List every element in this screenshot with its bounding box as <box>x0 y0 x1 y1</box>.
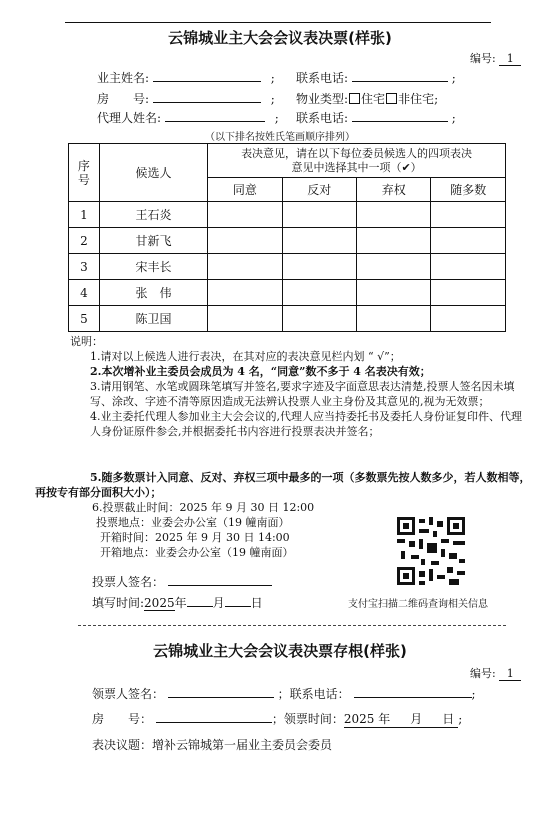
stub-receiver-row: 领票人签名： ；联系电话： ; <box>92 687 476 701</box>
count-place: 开箱地点：业委会办公室（19 幢南面） <box>100 546 294 559</box>
notes-block <box>70 334 532 439</box>
table-row: 5 陈卫国 <box>69 306 506 332</box>
voter-sign-field[interactable] <box>168 573 272 586</box>
vote-cell-oppose[interactable] <box>282 228 356 254</box>
count-time: 开箱时间：2025 年 9 月 30 日 14:00 <box>100 531 290 544</box>
room-field[interactable] <box>153 90 261 103</box>
table-row: 3 宋丰长 <box>69 254 506 280</box>
stub-receiver-field[interactable] <box>168 685 274 698</box>
ballot-table <box>68 143 506 332</box>
notes-title: 说明： <box>70 335 103 348</box>
table-row: 4 张 伟 <box>69 280 506 306</box>
note-4: 4.业主委托代理人参加业主大会会议的,代理人应当持委托书及委托人身份证复印件、代理人身份证原件参会,并根据委托书内容进行投票表决并签名； <box>90 410 522 438</box>
vote-cell-agree[interactable] <box>208 228 282 254</box>
candidate-name: 张 伟 <box>99 280 207 306</box>
vote-cell-abstain[interactable] <box>357 280 431 306</box>
col-agree-header: 同意 <box>208 178 282 202</box>
vote-cell-majority[interactable] <box>431 280 506 306</box>
deadline: 6.投票截止时间：2025 年 9 月 30 日 12:00 <box>92 501 315 514</box>
vote-cell-abstain[interactable] <box>357 306 431 332</box>
stub-room-field[interactable] <box>156 710 272 723</box>
stub-serial-number: 编号: 1 <box>470 665 521 681</box>
fill-month-field[interactable] <box>187 594 213 607</box>
note-3: 3.请用钢笔、水笔或圆珠笔填写并签名,要求字迹及字面意思表达清楚,投票人签名因未填写、涂改、字迹不清等原因造成无法辨认投票人业主身份及其意见的,视为无效票； <box>90 380 515 408</box>
col-oppose-header: 反对 <box>282 178 356 202</box>
vote-cell-majority[interactable] <box>431 254 506 280</box>
room-row: 房 号: ; <box>97 92 275 106</box>
nonresidential-checkbox[interactable] <box>386 93 397 104</box>
vote-place: 投票地点：业委会办公室（19 幢南面） <box>96 516 290 529</box>
candidate-name: 甘新飞 <box>99 228 207 254</box>
vote-cell-agree[interactable] <box>208 306 282 332</box>
fill-day-field[interactable] <box>225 594 251 607</box>
vote-cell-abstain[interactable] <box>357 202 431 228</box>
schedule-block <box>92 500 314 560</box>
stub-phone-field[interactable] <box>354 685 472 698</box>
col-candidate-header: 候选人 <box>99 144 207 202</box>
qr-code[interactable] <box>397 517 465 585</box>
vote-cell-majority[interactable] <box>431 202 506 228</box>
agent-phone-row: 联系电话: ; <box>296 111 456 125</box>
qr-caption: 支付宝扫描二维码查询相关信息 <box>348 599 488 610</box>
candidate-name: 宋丰长 <box>99 254 207 280</box>
residential-checkbox[interactable] <box>349 93 360 104</box>
candidate-name: 陈卫国 <box>99 306 207 332</box>
property-type-row: 物业类型: 住宅 非住宅; <box>296 92 439 106</box>
stub-room-row: 房 号： ；领票时间：2025 年 月 日 ; <box>92 712 463 726</box>
stub-title: 云锦城业主大会会议表决票存根(样张) <box>153 642 407 660</box>
agent-name-field[interactable] <box>165 109 265 122</box>
col-abstain-header: 弃权 <box>357 178 431 202</box>
vote-cell-majority[interactable] <box>431 228 506 254</box>
agent-name-row: 代理人姓名: ; <box>97 111 279 125</box>
vote-cell-oppose[interactable] <box>282 202 356 228</box>
table-row: 1 王石炎 <box>69 202 506 228</box>
ballot-title: 云锦城业主大会会议表决票(样张) <box>168 29 392 47</box>
fill-time-row: 填写时间:2025年 月 日 <box>92 596 263 610</box>
top-rule <box>65 22 491 23</box>
vote-cell-abstain[interactable] <box>357 228 431 254</box>
owner-name-row: 业主姓名: ; <box>97 71 275 85</box>
vote-cell-majority[interactable] <box>431 306 506 332</box>
vote-cell-agree[interactable] <box>208 280 282 306</box>
table-row: 2 甘新飞 <box>69 228 506 254</box>
vote-cell-agree[interactable] <box>208 254 282 280</box>
owner-phone-field[interactable] <box>352 69 448 82</box>
col-majority-header: 随多数 <box>431 178 506 202</box>
candidate-name: 王石炎 <box>99 202 207 228</box>
note-5: 5.随多数票计入同意、反对、弃权三项中最多的一项（多数票先按人数多少，若人数相等，再按专有部分面积大小）； <box>35 471 531 499</box>
stub-topic: 表决议题：增补云锦城第一届业主委员会委员 <box>92 738 333 752</box>
vote-cell-oppose[interactable] <box>282 254 356 280</box>
agent-phone-field[interactable] <box>352 109 448 122</box>
col-seq-header: 序号 <box>69 144 100 202</box>
owner-name-field[interactable] <box>153 69 261 82</box>
opinion-header: 表决意见，请在以下每位委员候选人的四项表决 意见中选择其中一项（✔） <box>208 144 506 178</box>
owner-phone-row: 联系电话: ; <box>296 71 456 85</box>
note-2: 2.本次增补业主委员会成员为 4 名，“同意”数不多于 4 名表决有效； <box>90 365 431 378</box>
cut-line <box>78 625 506 626</box>
sort-note: （以下排名按姓氏笔画顺序排列） <box>205 132 355 143</box>
serial-number: 编号: 1 <box>470 50 521 66</box>
vote-cell-oppose[interactable] <box>282 306 356 332</box>
vote-cell-agree[interactable] <box>208 202 282 228</box>
vote-cell-abstain[interactable] <box>357 254 431 280</box>
note-1: 1.请对以上候选人进行表决，在其对应的表决意见栏内划 “ √”； <box>90 350 401 363</box>
vote-cell-oppose[interactable] <box>282 280 356 306</box>
voter-sign-row: 投票人签名： <box>92 573 272 590</box>
